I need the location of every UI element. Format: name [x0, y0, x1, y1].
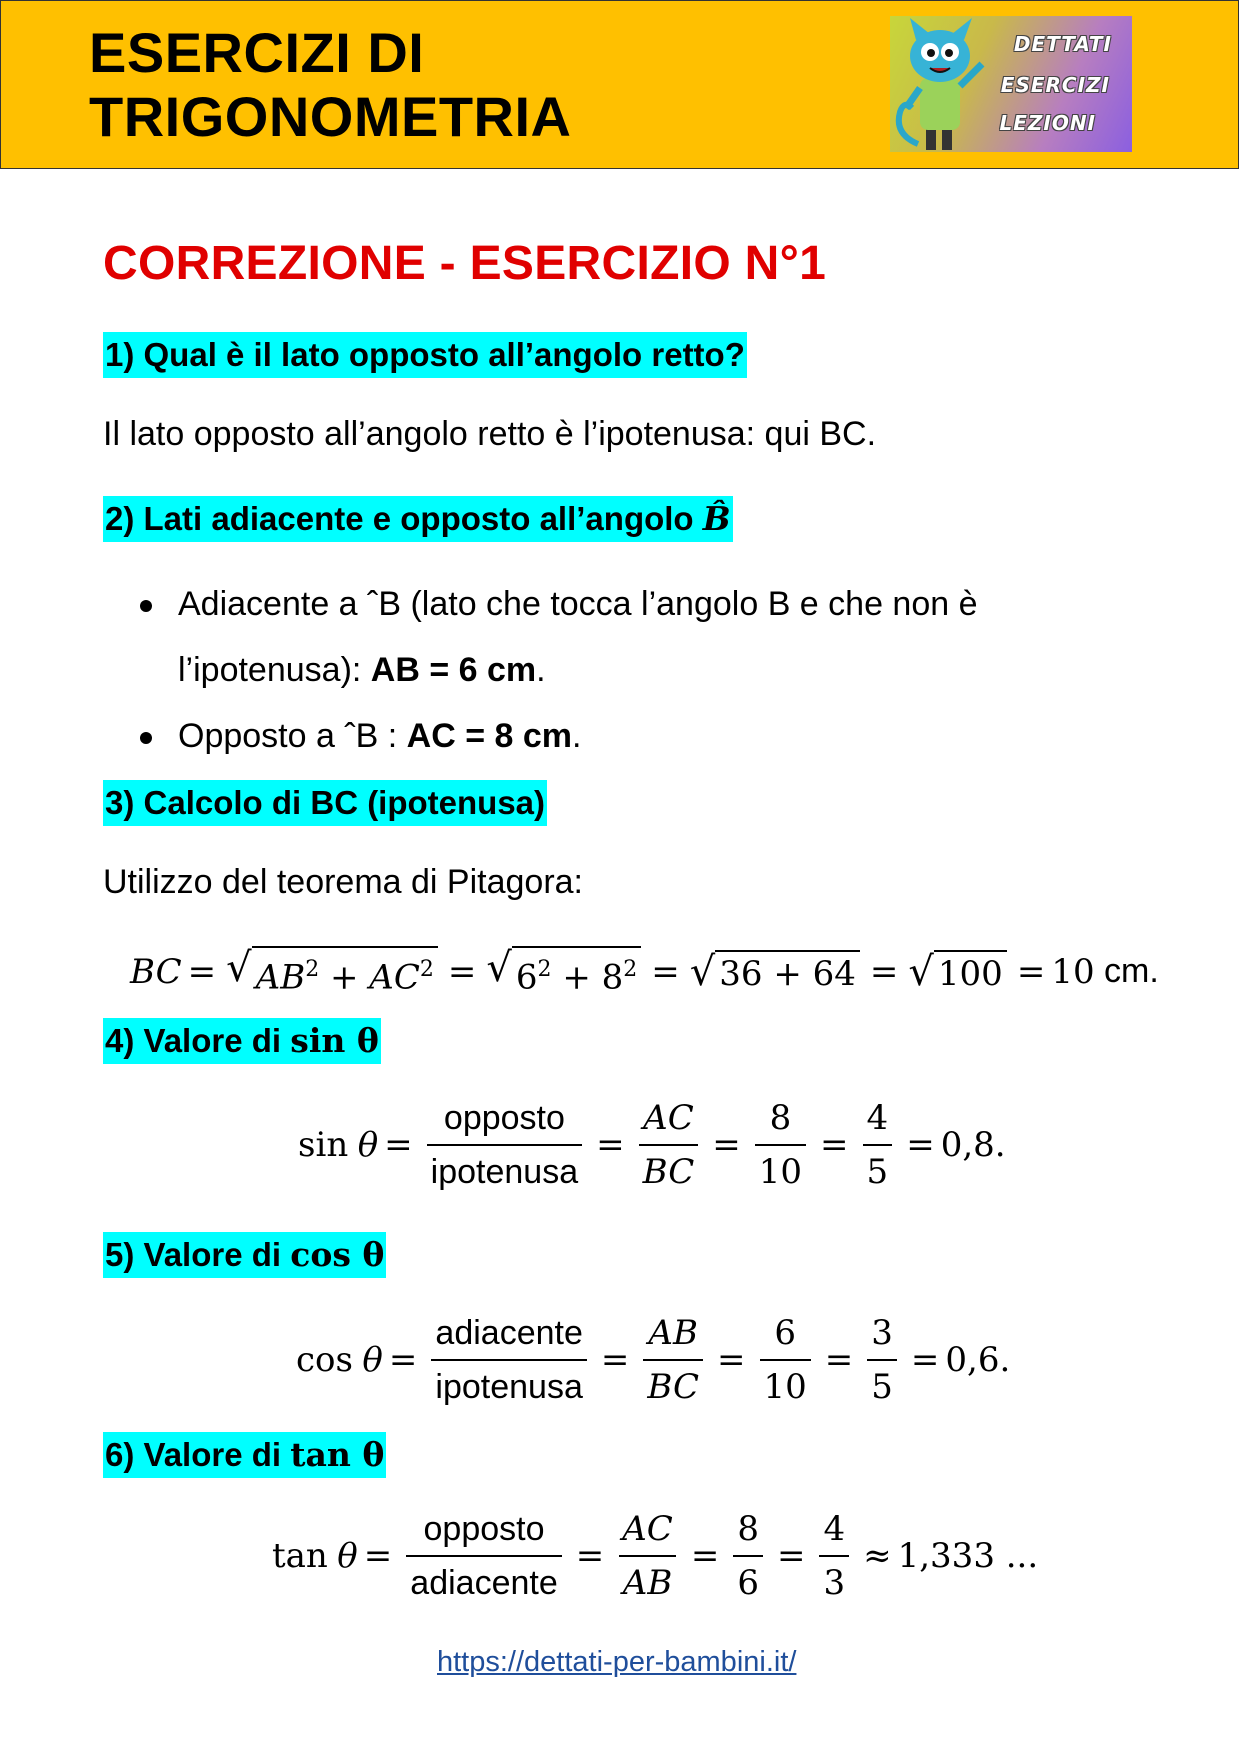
q6-math: tan θ — [290, 1435, 385, 1474]
fraction — [643, 1313, 703, 1407]
exp: 2 — [623, 957, 638, 982]
theta: θ — [362, 1340, 383, 1380]
pythagoras-formula: BC = √ $AB^2 + AC^2$ = √ $6^2 + 8^2$ = √ 36 + 64 = √ 100 = 10 cm. — [130, 945, 1159, 998]
question-5-title — [103, 1232, 386, 1278]
term-8: + 8 — [562, 957, 624, 998]
numerator: adiacente — [435, 1314, 583, 1352]
title-line-2: TRIGONOMETRIA — [89, 85, 572, 148]
bullet-opposite — [178, 716, 581, 756]
numerator: AC — [643, 1098, 694, 1138]
question-3-title: 3) Calcolo di BC (ipotenusa) — [103, 780, 547, 826]
denominator: 6 — [733, 1555, 763, 1603]
logo-text-esercizi: ESERCIZI — [1000, 73, 1110, 97]
title-line-1: ESERCIZI DI — [89, 21, 425, 84]
pythagoras-intro: Utilizzo del teorema di Pitagora: — [103, 863, 584, 901]
cat-mascot-icon — [890, 16, 1000, 152]
theta: θ — [357, 1125, 379, 1165]
denominator: 10 — [760, 1359, 811, 1407]
bullet-icon — [140, 600, 152, 612]
cos-label: cos — [296, 1340, 353, 1380]
fraction — [639, 1098, 699, 1192]
bullet-adjacent-line-2 — [178, 650, 546, 690]
correction-heading: CORREZIONE - ESERCIZIO N°1 — [103, 237, 827, 290]
numerator: 6 — [774, 1313, 796, 1353]
denominator: BC — [639, 1144, 699, 1192]
denominator: 10 — [755, 1144, 806, 1192]
numerator: opposto — [443, 1099, 565, 1137]
denominator: ipotenusa — [431, 1359, 586, 1407]
numerator: 8 — [737, 1509, 759, 1549]
adjacent-value: AB = 6 cm — [370, 651, 537, 689]
term-sum: 36 + 64 — [715, 950, 860, 994]
fraction — [733, 1509, 763, 1603]
term-ab: AB — [255, 957, 306, 998]
question-2-title — [103, 496, 733, 542]
q4-math: sin θ — [290, 1021, 379, 1060]
logo-text-lezioni: LEZIONI — [999, 111, 1096, 135]
fraction — [406, 1509, 561, 1603]
denominator: 5 — [863, 1144, 893, 1192]
tangent-result: 1,333 ... — [897, 1536, 1039, 1576]
denominator: adiacente — [406, 1555, 561, 1603]
fraction — [863, 1098, 893, 1192]
cosine-result: 0,6. — [945, 1340, 1011, 1380]
denominator: ipotenusa — [427, 1144, 582, 1192]
tan-label: tan — [272, 1536, 328, 1576]
bullet-adjacent-line-1: Adiacente a ˆB (lato che tocca l’angolo B e che non è — [178, 585, 978, 623]
sqrt-2: √ $6^2 + 8^2$ — [486, 946, 641, 997]
sine-result: 0,8. — [940, 1125, 1006, 1165]
q6-prefix: 6) Valore di — [105, 1436, 291, 1473]
fraction — [867, 1313, 897, 1407]
numerator: 3 — [871, 1313, 893, 1353]
denominator: 3 — [819, 1555, 849, 1603]
q5-math: cos θ — [290, 1235, 385, 1274]
formula-result: 10 — [1051, 951, 1095, 992]
denominator: BC — [643, 1359, 703, 1407]
fraction — [427, 1098, 582, 1192]
bullet-icon — [140, 732, 152, 744]
formula-bc: BC — [130, 951, 182, 992]
denominator: 5 — [867, 1359, 897, 1407]
numerator: AB — [648, 1313, 698, 1353]
term-6: 6 — [515, 957, 538, 998]
question-4-title — [103, 1018, 381, 1064]
numerator: opposto — [423, 1510, 545, 1548]
numerator: 4 — [823, 1509, 846, 1549]
adjacent-prefix: l’ipotenusa): — [178, 651, 371, 689]
footer-link[interactable]: https://dettati-per-bambini.it/ — [437, 1646, 797, 1678]
numerator: AC — [622, 1509, 673, 1549]
term-ac: + AC — [330, 957, 420, 998]
sqrt-1: √ $AB^2 + AC^2$ — [226, 946, 438, 997]
formula-unit: cm. — [1104, 952, 1159, 991]
question-2-text: 2) Lati adiacente e opposto all’angolo — [105, 500, 703, 537]
q4-prefix: 4) Valore di — [105, 1022, 291, 1059]
fraction — [819, 1509, 849, 1603]
tangent-formula: tan θ = $\frac{\text{opposto}}{\text{adiacente}}$ = $\frac{AC}{AB}$ = $\frac{8}{6}$ = $\frac{4}{3}$ ≈ 1,333 ... — [272, 1509, 1039, 1603]
exp: 2 — [537, 957, 552, 982]
angle-b-symbol: B̂ — [702, 499, 731, 538]
sqrt-3: √ 36 + 64 — [690, 950, 860, 994]
question-1-title: 1) Qual è il lato opposto all’angolo retto? — [103, 332, 747, 378]
numerator: 8 — [769, 1098, 792, 1138]
fraction — [760, 1313, 811, 1407]
adjacent-suffix: . — [536, 651, 546, 689]
term-100: 100 — [934, 950, 1007, 994]
fraction — [431, 1313, 586, 1407]
numerator: 4 — [866, 1098, 889, 1138]
q5-prefix: 5) Valore di — [105, 1236, 291, 1273]
site-logo — [890, 16, 1132, 152]
opposite-value: AC = 8 cm — [406, 717, 573, 755]
logo-text-dettati: DETTATI — [1013, 32, 1112, 56]
question-6-title — [103, 1432, 386, 1478]
header-banner — [0, 0, 1239, 169]
fraction — [618, 1509, 677, 1603]
denominator: AB — [619, 1555, 677, 1603]
opposite-suffix: . — [572, 717, 582, 755]
page-title — [89, 21, 571, 149]
sine-formula: sin θ = $\frac{\text{opposto}}{\text{ipotenusa}}$ = $\frac{AC}{BC}$ = $\frac{8}{10}$ = $\frac{4}{5}$ = 0,8. — [298, 1098, 1006, 1192]
exp: 2 — [419, 957, 434, 982]
theta: θ — [337, 1536, 358, 1576]
opposite-prefix: Opposto a ˆB : — [178, 717, 407, 755]
answer-1: Il lato opposto all’angolo retto è l’ipotenusa: qui BC. — [103, 415, 877, 453]
exp: 2 — [305, 957, 320, 982]
fraction — [755, 1098, 806, 1192]
cosine-formula: cos θ = $\frac{\text{adiacente}}{\text{ipotenusa}}$ = $\frac{AB}{BC}$ = $\frac{6}{10}$ = $\frac{3}{5}$ = 0,6. — [296, 1313, 1011, 1407]
sin-label: sin — [298, 1125, 349, 1165]
sqrt-4: √ 100 — [908, 950, 1006, 994]
